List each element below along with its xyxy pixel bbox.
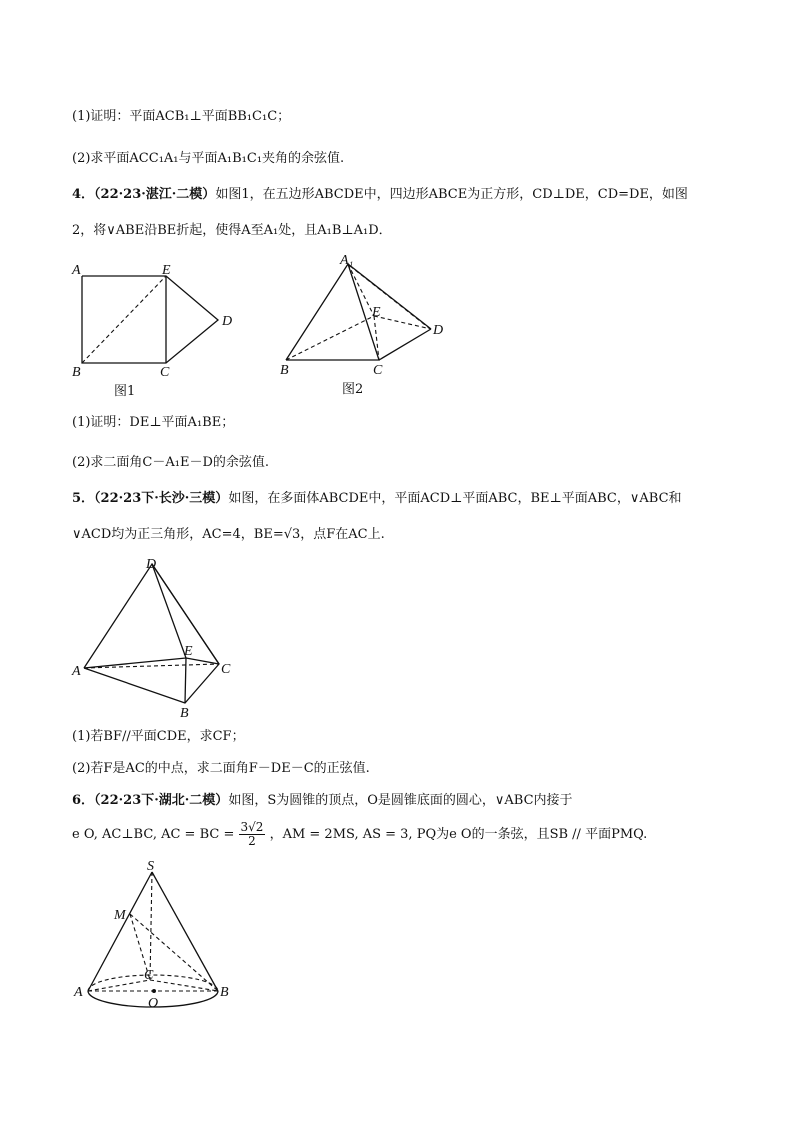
- q6-fraction-denominator: 2: [248, 834, 256, 848]
- q6-fig-label-s: S: [147, 859, 154, 874]
- q4-fig2-label-a1: A₁: [340, 253, 354, 268]
- q4-fig1-label-e: E: [162, 263, 171, 278]
- q4-fig2-label-d: D: [433, 323, 444, 338]
- q6-fig-ac: [88, 980, 150, 991]
- q6-figure: [66, 858, 246, 1013]
- q5-fig-label-b: B: [180, 706, 189, 721]
- q5-fig-label-e: E: [184, 644, 193, 659]
- q4-figure-1: [70, 262, 250, 402]
- q6-text-line2: [72, 820, 647, 850]
- q6-text-line1: [72, 792, 573, 810]
- q4-part1: (1)证明：DE⊥平面A₁BE；: [72, 415, 235, 430]
- q6-stem-2a: e O, AC⊥BC, AC = BC =: [72, 827, 235, 842]
- q6-fig-label-m: M: [114, 908, 126, 923]
- q4-fig2-label-b: B: [280, 363, 289, 378]
- q4-fig1-caption: 图1: [114, 384, 136, 399]
- q6-number: 6．: [72, 793, 95, 808]
- q5-fig-label-d: D: [146, 557, 157, 572]
- q4-fig2-be: [286, 316, 374, 360]
- q4-fig2-label-c: C: [373, 363, 383, 378]
- q6-source: （22·23下·湖北·二模）: [94, 793, 229, 808]
- q5-figure: [70, 556, 250, 721]
- q4-number: 4．: [72, 187, 95, 202]
- q4-fig1-diagonal-be: [82, 276, 166, 363]
- q6-fraction-numerator: 3√2: [240, 820, 264, 834]
- q4-fig2-caption: 图2: [342, 382, 364, 397]
- q6-fig-sc: [150, 872, 152, 980]
- q4-fig1-label-a: A: [72, 263, 81, 278]
- q6-fig-cb: [150, 980, 218, 991]
- q4-fig2-outline: [286, 264, 379, 360]
- q6-fig-sb: [152, 872, 218, 991]
- q4-fig2-label-e: E: [372, 305, 381, 320]
- q5-text-line2: ∨ACD均为正三角形，AC=4，BE=√3，点F在AC上.: [72, 527, 385, 542]
- q6-stem-1: 如图，S为圆锥的顶点，O是圆锥底面的圆心，∨ABC内接于: [228, 793, 573, 808]
- q6-fig-label-c: C: [144, 968, 154, 983]
- q6-fig-label-b: B: [220, 985, 229, 1000]
- q5-part2: (2)若F是AC的中点，求二面角F－DE－C的正弦值.: [72, 761, 370, 776]
- q5-fig-label-a: A: [72, 664, 81, 679]
- q6-fig-sa: [88, 872, 152, 991]
- q4-fig2-a1e: [348, 264, 374, 316]
- q4-part2: (2)求二面角C－A₁E－D的余弦值.: [72, 455, 270, 470]
- q4-figure-2: [276, 250, 456, 400]
- q6-fig-label-o: O: [148, 996, 159, 1011]
- q4-fig1-label-d: D: [222, 314, 233, 329]
- q4-text-line1: [72, 186, 688, 204]
- q5-fig-de: [152, 564, 186, 658]
- q5-source: （22·23下·长沙·三模）: [94, 491, 229, 506]
- q6-fig-center-dot: [152, 989, 156, 993]
- q5-number: 5．: [72, 491, 95, 506]
- q3-part2: (2)求平面ACC₁A₁与平面A₁B₁C₁夹角的余弦值.: [72, 151, 345, 166]
- q5-part1: (1)若BF//平面CDE，求CF；: [72, 729, 245, 744]
- q4-fig1-label-c: C: [160, 365, 170, 380]
- q3-part1: (1)证明：平面ACB₁⊥平面BB₁C₁C；: [72, 109, 291, 124]
- q5-fig-label-c: C: [221, 662, 231, 677]
- q4-fig1-pentagon: [82, 276, 218, 363]
- q6-fig-label-a: A: [74, 985, 83, 1000]
- q4-fig2-extra: [350, 266, 429, 328]
- q4-fig2-cd: [379, 329, 431, 360]
- q5-text-line1: [72, 490, 682, 508]
- q4-stem-1: 如图1，在五边形ABCDE中，四边形ABCE为正方形，CD⊥DE，CD=DE，如图: [215, 187, 688, 202]
- q4-fig1-label-b: B: [72, 365, 81, 380]
- q4-source: （22·23·湛江·二模）: [94, 187, 216, 202]
- q6-fraction: [239, 821, 266, 848]
- q5-stem-1: 如图，在多面体ABCDE中，平面ACD⊥平面ABC，BE⊥平面ABC，∨ABC和: [228, 491, 682, 506]
- q4-text-line2: 2，将∨ABE沿BE折起，使得A至A₁处，且A₁B⊥A₁D．: [72, 223, 392, 238]
- q6-stem-2b: ，AM = 2MS, AS = 3, PQ为e O的一条弦，且SB // 平面PMQ.: [269, 827, 648, 842]
